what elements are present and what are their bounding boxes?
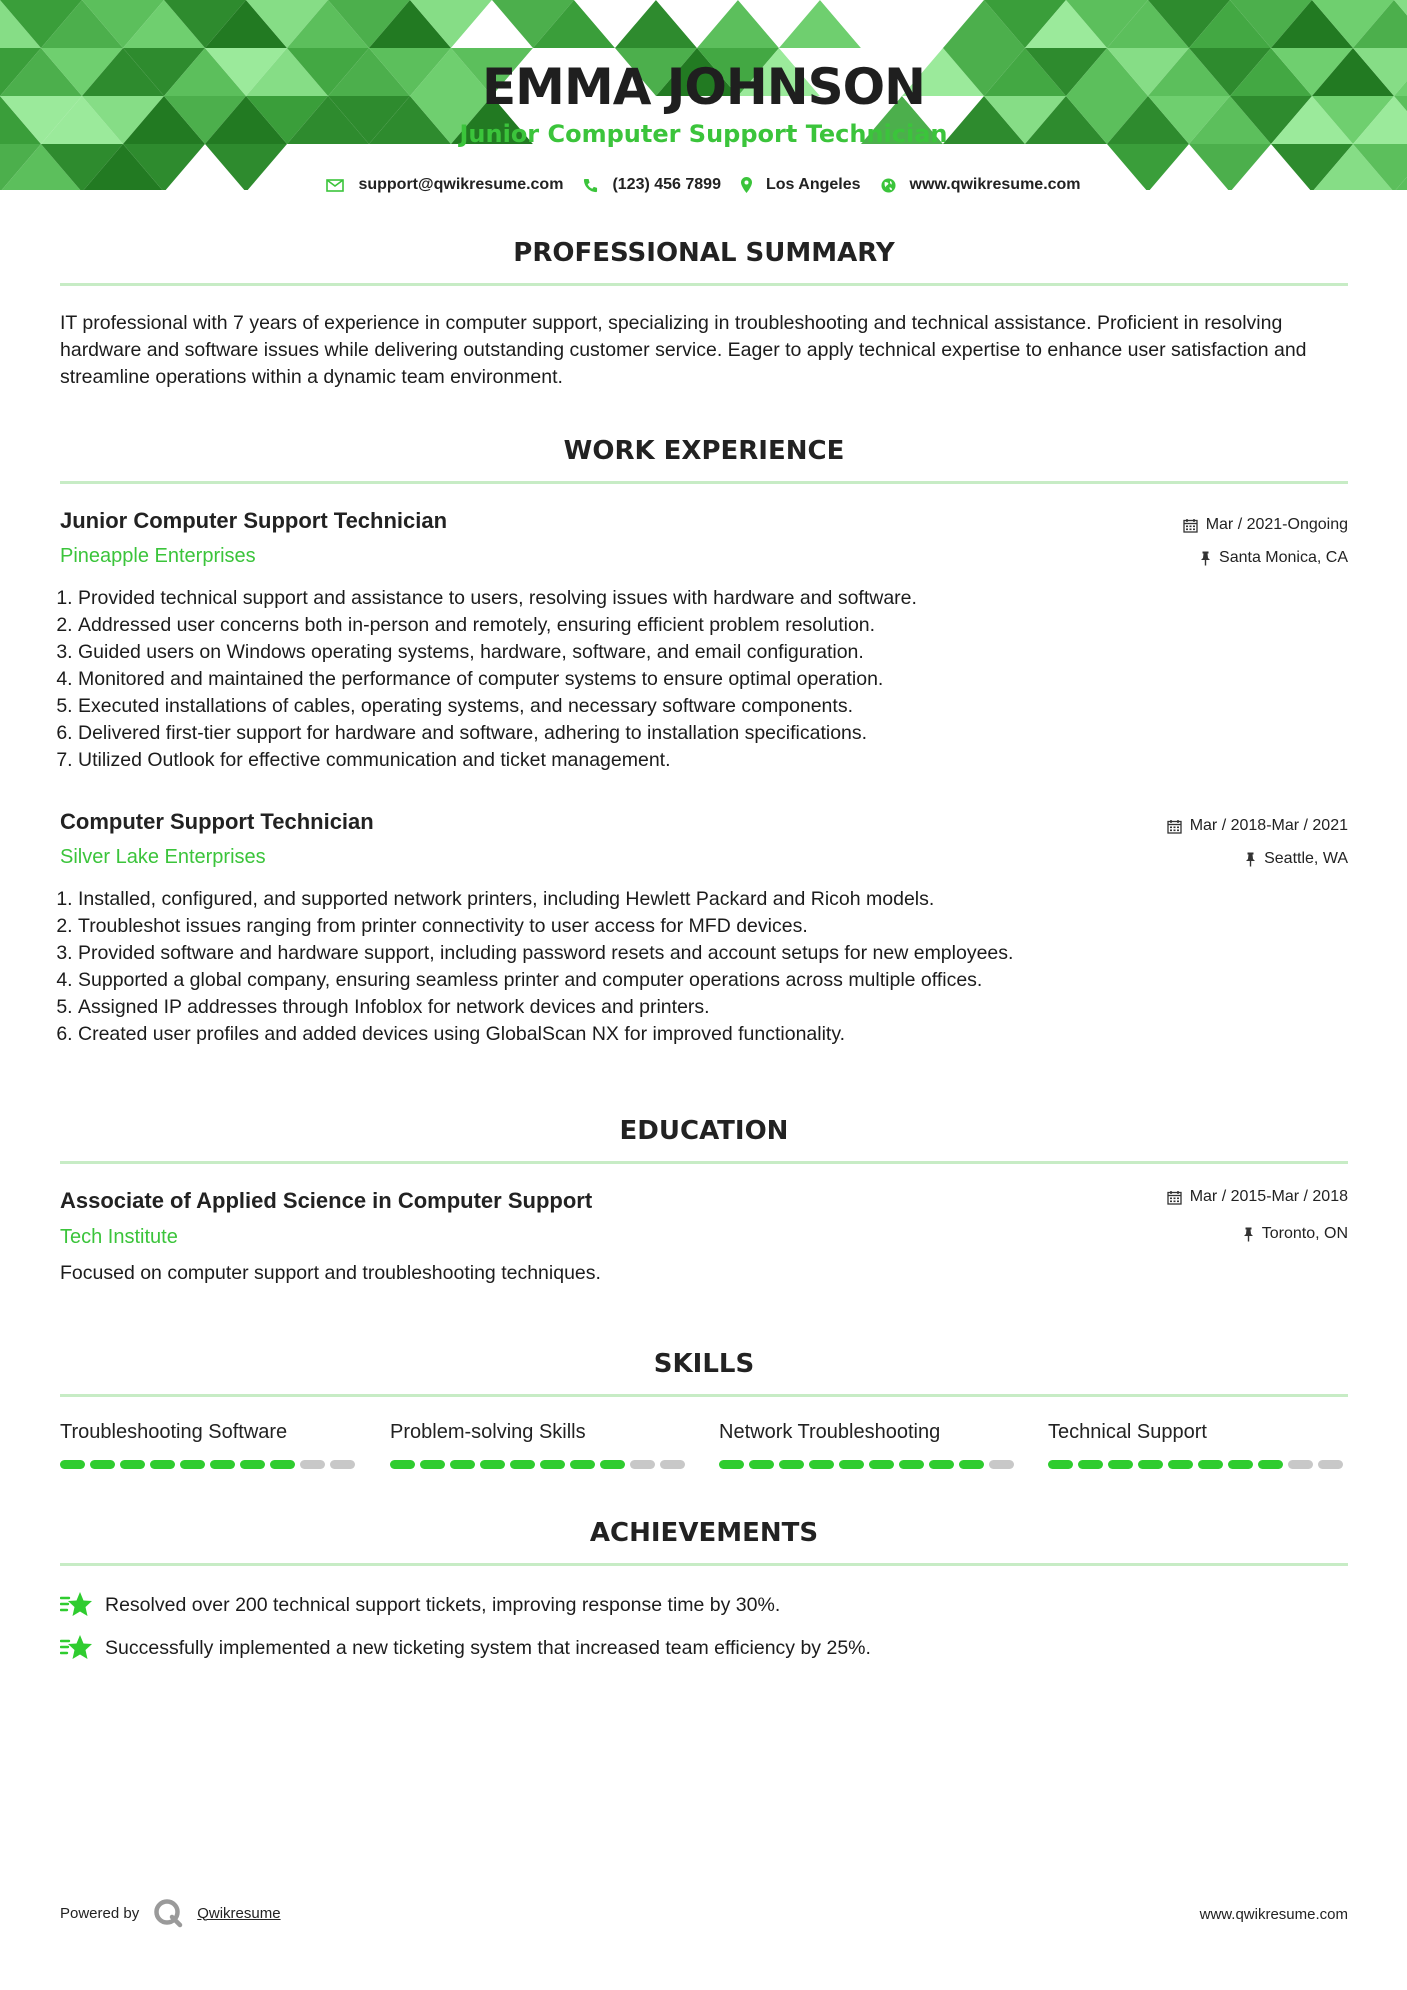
list-item: 3. Guided users on Windows operating systems, hardware, software, and email configuration. bbox=[78, 639, 1358, 666]
powered-by-label: Powered by bbox=[60, 1904, 140, 1922]
skill-level-segment bbox=[510, 1460, 535, 1469]
skill-level-segment bbox=[390, 1460, 415, 1469]
job-title: Junior Computer Support Technician bbox=[60, 508, 448, 533]
skill-level-segment bbox=[1048, 1460, 1073, 1469]
job-location-text: Seattle, WA bbox=[1264, 850, 1348, 867]
pin-icon bbox=[1245, 852, 1256, 867]
list-item: 2. Troubleshot issues ranging from printer connectivity to user access for MFD devices. bbox=[78, 913, 1358, 940]
skill-level-segment bbox=[630, 1460, 655, 1469]
skill-level-segment bbox=[150, 1460, 175, 1469]
skill-level-segment bbox=[749, 1460, 774, 1469]
list-item: 6. Created user profiles and added devices using GlobalScan NX for improved functionality. bbox=[78, 1021, 1358, 1048]
contact-email[interactable] bbox=[326, 176, 563, 194]
skill-level-segment bbox=[719, 1460, 744, 1469]
location-text: Los Angeles bbox=[765, 176, 861, 193]
list-item: 2. Addressed user concerns both in-person and remotely, ensuring efficient problem resolution. bbox=[78, 612, 1358, 639]
section-title-achievements: ACHIEVEMENTS bbox=[589, 1518, 819, 1548]
skill-level-segment bbox=[660, 1460, 685, 1469]
phone-text: (123) 456 7899 bbox=[612, 176, 721, 193]
skill-level-segment bbox=[330, 1460, 355, 1469]
star-icon bbox=[60, 1590, 93, 1620]
pin-icon bbox=[1243, 1227, 1254, 1242]
section-divider bbox=[60, 1161, 1348, 1164]
skill-name: Problem-solving Skills bbox=[390, 1421, 586, 1443]
skill-level-segment bbox=[270, 1460, 295, 1469]
section-divider bbox=[60, 283, 1348, 286]
skill-level-segment bbox=[1288, 1460, 1313, 1469]
skill-name: Troubleshooting Software bbox=[60, 1421, 288, 1443]
skill-level-segment bbox=[839, 1460, 864, 1469]
skill-level-segment bbox=[899, 1460, 924, 1469]
section-divider bbox=[60, 1394, 1348, 1397]
section-title-skills: SKILLS bbox=[653, 1349, 755, 1379]
job-location bbox=[1245, 850, 1348, 868]
phone-icon bbox=[583, 178, 598, 193]
contact-location bbox=[741, 176, 861, 194]
education-description: Focused on computer support and troubleshooting techniques. bbox=[60, 1262, 601, 1284]
qwikresume-logo-icon bbox=[153, 1898, 183, 1928]
website-text: www.qwikresume.com bbox=[909, 176, 1081, 193]
footer-branding bbox=[60, 1898, 281, 1928]
skill-item bbox=[1048, 1420, 1348, 1469]
candidate-name: EMMA JOHNSON bbox=[482, 58, 925, 116]
skill-level-segment bbox=[210, 1460, 235, 1469]
list-item: 1. Installed, configured, and supported network printers, including Hewlett Packard and Ricoh models. bbox=[78, 886, 1358, 913]
envelope-icon bbox=[326, 179, 344, 192]
school-name: Tech Institute bbox=[60, 1226, 178, 1248]
skill-level-segment bbox=[90, 1460, 115, 1469]
skill-level-segment bbox=[480, 1460, 505, 1469]
qwikresume-link[interactable]: Qwikresume bbox=[197, 1904, 281, 1922]
skill-level-segment bbox=[1138, 1460, 1163, 1469]
contact-website[interactable] bbox=[881, 176, 1081, 194]
skill-level-segment bbox=[1258, 1460, 1283, 1469]
list-item: 5. Executed installations of cables, operating systems, and necessary software components. bbox=[78, 693, 1358, 720]
skill-level-bar bbox=[390, 1460, 690, 1469]
education-dates-text: Mar / 2015-Mar / 2018 bbox=[1189, 1188, 1348, 1205]
list-item: 4. Supported a global company, ensuring seamless printer and computer operations across multiple offices. bbox=[78, 967, 1358, 994]
section-title-experience: WORK EXPERIENCE bbox=[563, 436, 845, 466]
skill-level-segment bbox=[1228, 1460, 1253, 1469]
skill-item bbox=[719, 1420, 1019, 1469]
achievement-text: Successfully implemented a new ticketing system that increased team efficiency by 25%. bbox=[105, 1636, 871, 1659]
skill-level-segment bbox=[1168, 1460, 1193, 1469]
contact-info bbox=[0, 174, 1407, 196]
skill-level-segment bbox=[300, 1460, 325, 1469]
calendar-icon bbox=[1167, 819, 1182, 834]
section-divider bbox=[60, 1563, 1348, 1566]
calendar-icon bbox=[1183, 518, 1198, 533]
job-location bbox=[1200, 549, 1348, 567]
skill-item bbox=[60, 1420, 360, 1469]
skill-level-segment bbox=[180, 1460, 205, 1469]
list-item: 3. Provided software and hardware support, including password resets and account setups for new employees. bbox=[78, 940, 1358, 967]
job-dates bbox=[1167, 817, 1348, 835]
job-bullets bbox=[55, 585, 1358, 774]
email-text: support@qwikresume.com bbox=[358, 176, 564, 193]
candidate-title: Junior Computer Support Technician bbox=[459, 120, 948, 148]
achievement-item bbox=[60, 1590, 780, 1620]
skill-level-segment bbox=[420, 1460, 445, 1469]
achievement-text: Resolved over 200 technical support tickets, improving response time by 30%. bbox=[105, 1593, 781, 1616]
pin-icon bbox=[1200, 551, 1211, 566]
skill-level-segment bbox=[779, 1460, 804, 1469]
skill-level-bar bbox=[60, 1460, 360, 1469]
skill-level-segment bbox=[450, 1460, 475, 1469]
footer-url[interactable]: www.qwikresume.com bbox=[1199, 1906, 1348, 1923]
skill-level-segment bbox=[120, 1460, 145, 1469]
job-title: Computer Support Technician bbox=[60, 809, 374, 834]
skill-level-bar bbox=[1048, 1460, 1348, 1469]
skill-level-segment bbox=[60, 1460, 85, 1469]
map-marker-icon bbox=[741, 177, 752, 193]
education-dates bbox=[1167, 1188, 1348, 1206]
section-title-education: EDUCATION bbox=[619, 1116, 789, 1146]
degree-title: Associate of Applied Science in Computer Support bbox=[60, 1188, 593, 1213]
summary-text: IT professional with 7 years of experience in computer support, specializing in troubleshooting and technical assistance. Proficient in resolving hardware and software issues while delivering outstanding customer service. Eager to apply technical expertise to enhance user satisfaction and streamline operations within a dynamic team environment. bbox=[60, 312, 1307, 388]
section-title-summary: PROFESSIONAL SUMMARY bbox=[513, 238, 895, 268]
star-icon bbox=[60, 1633, 93, 1663]
section-divider bbox=[60, 481, 1348, 484]
list-item: 7. Utilized Outlook for effective communication and ticket management. bbox=[78, 747, 1358, 774]
education-location bbox=[1243, 1225, 1348, 1243]
job-dates-text: Mar / 2018-Mar / 2021 bbox=[1189, 817, 1348, 834]
skill-level-segment bbox=[1318, 1460, 1343, 1469]
calendar-icon bbox=[1167, 1190, 1182, 1205]
list-item: 6. Delivered first-tier support for hardware and software, adhering to installation specifications. bbox=[78, 720, 1358, 747]
skill-name: Technical Support bbox=[1048, 1421, 1207, 1443]
list-item: 1. Provided technical support and assistance to users, resolving issues with hardware and software. bbox=[78, 585, 1358, 612]
skill-level-segment bbox=[989, 1460, 1014, 1469]
contact-phone[interactable] bbox=[583, 176, 721, 194]
education-location-text: Toronto, ON bbox=[1261, 1225, 1348, 1242]
skill-level-segment bbox=[540, 1460, 565, 1469]
skill-name: Network Troubleshooting bbox=[719, 1421, 941, 1443]
skill-level-segment bbox=[1198, 1460, 1223, 1469]
skill-item bbox=[390, 1420, 690, 1469]
skill-level-segment bbox=[570, 1460, 595, 1469]
company-name: Pineapple Enterprises bbox=[60, 545, 256, 567]
skill-level-segment bbox=[1078, 1460, 1103, 1469]
globe-icon bbox=[881, 178, 896, 193]
skill-level-bar bbox=[719, 1460, 1019, 1469]
list-item: 4. Monitored and maintained the performance of computer systems to ensure optimal operation. bbox=[78, 666, 1358, 693]
job-dates bbox=[1183, 516, 1348, 534]
skill-level-segment bbox=[869, 1460, 894, 1469]
skill-level-segment bbox=[959, 1460, 984, 1469]
job-bullets bbox=[55, 886, 1358, 1048]
skill-level-segment bbox=[600, 1460, 625, 1469]
skill-level-segment bbox=[929, 1460, 954, 1469]
skill-level-segment bbox=[809, 1460, 834, 1469]
company-name: Silver Lake Enterprises bbox=[60, 846, 266, 868]
job-location-text: Santa Monica, CA bbox=[1219, 549, 1348, 566]
achievement-item bbox=[60, 1633, 871, 1663]
skill-level-segment bbox=[240, 1460, 265, 1469]
list-item: 5. Assigned IP addresses through Infoblox for network devices and printers. bbox=[78, 994, 1358, 1021]
skill-level-segment bbox=[1108, 1460, 1133, 1469]
job-dates-text: Mar / 2021-Ongoing bbox=[1205, 516, 1348, 533]
